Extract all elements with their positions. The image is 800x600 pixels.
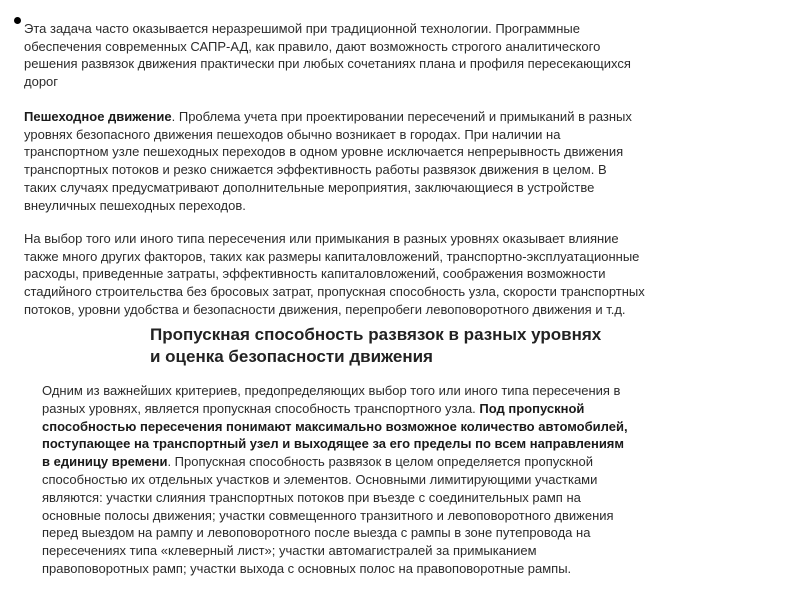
text-line: [24, 108, 784, 126]
definition-bold: Под пропускной: [479, 400, 585, 416]
heading-line: Пропускная способность развязок в разных уровнях: [150, 325, 602, 344]
heading-line: и оценка безопасности движения: [150, 347, 433, 366]
text-line: уровнях безопасного движения пешеходов обычно возникает в городах. При наличии на: [24, 126, 561, 142]
text-line: [42, 453, 772, 471]
text-line: транспортном узле пешеходных переходов в одном уровне исключается непрерывность движения: [24, 144, 624, 160]
section-heading: [150, 324, 770, 368]
text-line: расходы, приведенные затраты, эффективность капиталовложений, соображения возможности: [24, 266, 606, 282]
text-line: основные полосы движения; участки совмещенного транзитного и левоповоротного движения: [42, 507, 614, 523]
text-line: перед выездом на рампу и левоповоротного после выезда с рампы в зоне путепровода на: [42, 525, 591, 541]
text-line: Эта задача часто оказывается неразрешимой при традиционной технологии. Программные: [24, 21, 580, 36]
text-line: решения развязок движения практически при любых сочетаниях плана и профиля пересекающихся: [24, 56, 631, 72]
text-run: . Пропускная способность развязок в целом определяется пропускной: [167, 454, 593, 470]
paragraph-intro: [24, 20, 784, 91]
definition-bold: способностью пересечения понимают максимально возможное количество автомобилей,: [42, 418, 628, 434]
text-line: таких случаях предусматривают дополнительные мероприятия, заключающиеся в устройстве: [24, 179, 595, 195]
text-line: [42, 418, 772, 436]
text-line: потоков, уровни удобства и безопасности движения, перепробеги левоповоротного движения и т.д.: [24, 301, 626, 317]
text-line: дорог: [24, 74, 59, 90]
text-line: правоповоротных рамп; участки выхода с основных полос на правоповоротные рампы.: [42, 560, 572, 576]
text-line: внеуличных пешеходных переходов.: [24, 197, 246, 213]
text-run: разных уровнях, является пропускная способность транспортного узла.: [42, 400, 480, 416]
text-line: также много других факторов, таких как размеры капиталовложений, транспортно-эксплуатационные: [24, 248, 640, 264]
text-line: [42, 400, 772, 418]
paragraph-pedestrian: [24, 108, 784, 214]
text-line: стадийного строительства без бросовых затрат, пропускная способность узла, скорости транспортных: [24, 284, 645, 300]
paragraph-capacity: [42, 382, 772, 578]
text-line: пересечениях типа «клеверный лист»; участки автомагистралей за примыканием: [42, 543, 537, 559]
definition-bold: поступающее на транспортный узел и выходящее за его пределы по всем направлениям: [42, 436, 625, 452]
text-run: . Проблема учета при проектировании пересечений и примыканий в разных: [171, 109, 632, 124]
bullet-dot: [14, 17, 21, 24]
text-line: Одним из важнейших критериев, предопределяющих выбор того или иного типа пересечения в: [42, 383, 621, 398]
text-line: транспортных потоков и резко снижается эффективность работы развязок движения в целом. В: [24, 162, 607, 178]
text-line: На выбор того или иного типа пересечения или примыкания в разных уровнях оказывает влияние: [24, 231, 619, 246]
definition-bold: в единицу времени: [42, 454, 168, 470]
text-line: являются: участки слияния транспортных потоков при въезде с соединительных рамп на: [42, 489, 581, 505]
text-line: обеспечения современных САПР-АД, как правило, дают возможность строгого аналитического: [24, 38, 601, 54]
text-line: способностью их отдельных участков и элементов. Основными лимитирующими участками: [42, 471, 598, 487]
text-line: [42, 435, 772, 453]
pedestrian-term: Пешеходное движение: [24, 109, 172, 124]
paragraph-factors: [24, 230, 784, 319]
